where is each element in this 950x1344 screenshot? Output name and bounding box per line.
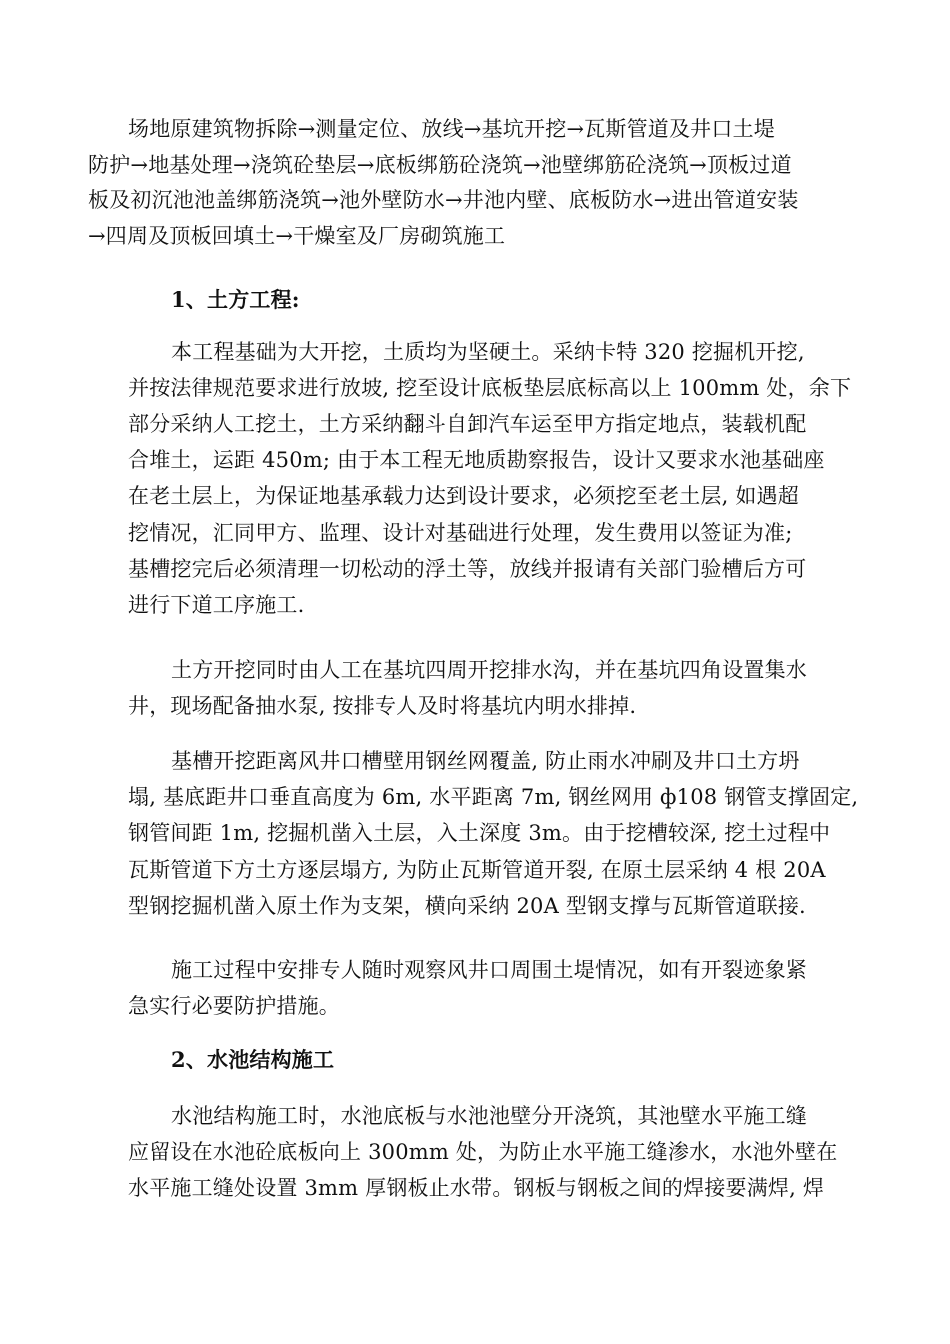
s1-p3-line-4: 瓦斯管道下方土方逐层塌方, 为防止瓦斯管道开裂, 在原土层采纳 4 根 20A [128,858,826,882]
s2-p1-line-3: 水平施工缝处设置 3mm 厚钢板止水带。钢板与钢板之间的焊接要满焊, 焊 [128,1176,825,1200]
intro-line-1: 场地原建筑物拆除→测量定位、放线→基坑开挖→瓦斯管道及井口土堤 [128,117,775,141]
s1-p2-line-2: 井，现场配备抽水泵, 按排专人及时将基坑内明水排掉. [128,694,637,718]
intro-line-4: →四周及顶板回填土→干燥室及厂房砌筑施工 [88,224,506,248]
s1-p1-line-7: 基槽挖完后必须清理一切松动的浮土等，放线并报请有关部门验槽后方可 [128,557,807,581]
s2-p1-line-1: 水池结构施工时，水池底板与水池池壁分开浇筑，其池壁水平施工缝 [171,1104,807,1128]
s1-p3-line-1: 基槽开挖距离风井口槽壁用钢丝网覆盖, 防止雨水冲刷及井口土方坍 [171,749,800,773]
section-2-heading: 2、水池结构施工 [171,1047,335,1072]
s2-p1-line-2: 应留设在水池砼底板向上 300mm 处，为防止水平施工缝渗水，水池外壁在 [128,1140,838,1164]
intro-line-2: 防护→地基处理→浇筑砼垫层→底板绑筋砼浇筑→池壁绑筋砼浇筑→顶板过道 [88,153,792,177]
s1-p3-line-2: 塌, 基底距井口垂直高度为 6m, 水平距离 7m, 钢丝网用 ф108 钢管支撑固定, [128,785,859,809]
s1-p1-line-3: 部分采纳人工挖土，土方采纳翻斗自卸汽车运至甲方指定地点，装载机配 [128,412,807,436]
section-1-heading: 1、土方工程: [171,287,300,312]
s1-p1-line-1: 本工程基础为大开挖，土质均为坚硬土。采纳卡特 320 挖掘机开挖, [171,340,805,364]
s1-p1-line-5: 在老土层上，为保证地基承载力达到设计要求，必须挖至老土层, 如遇超 [128,484,799,508]
s1-p1-line-6: 挖情况，汇同甲方、监理、设计对基础进行处理，发生费用以签证为准; [128,521,793,545]
intro-line-3: 板及初沉池池盖绑筋浇筑→池外壁防水→井池内壁、底板防水→进出管道安装 [88,188,799,212]
s1-p3-line-3: 钢管间距 1m, 挖掘机凿入土层，入土深度 3m。由于挖槽较深, 挖土过程中 [128,821,831,845]
s1-p1-line-2: 并按法律规范要求进行放坡, 挖至设计底板垫层底标高以上 100mm 处，余下 [128,376,852,400]
s1-p2-line-1: 土方开挖同时由人工在基坑四周开挖排水沟，并在基坑四角设置集水 [171,658,807,682]
s1-p3-line-5: 型钢挖掘机凿入原土作为支架，横向采纳 20A 型钢支撑与瓦斯管道联接. [128,894,806,918]
s1-p1-line-8: 进行下道工序施工. [128,593,305,617]
s1-p1-line-4: 合堆土，运距 450m; 由于本工程无地质勘察报告，设计又要求水池基础座 [128,448,825,472]
s1-p4-line-2: 急实行必要防护措施。 [128,994,340,1018]
s1-p4-line-1: 施工过程中安排专人随时观察风井口周围土堤情况，如有开裂迹象紧 [171,958,807,982]
